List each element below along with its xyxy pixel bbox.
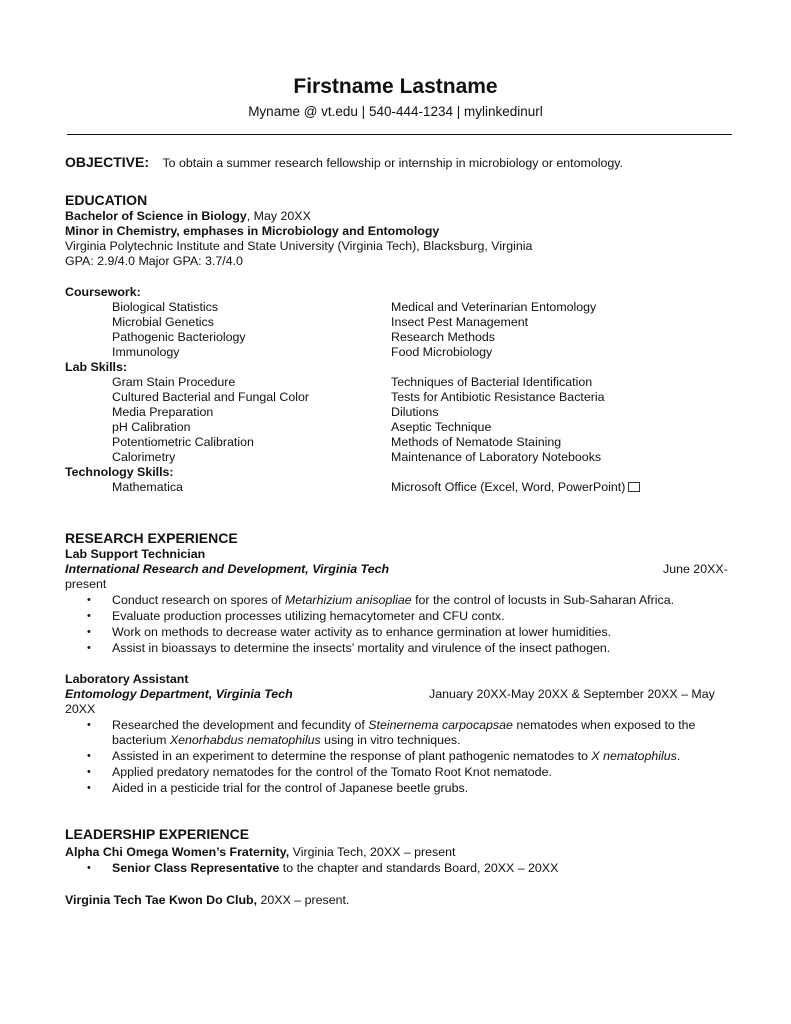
bullet-text: Evaluate production processes utilizing hemacytometer and CFU contx. — [112, 609, 505, 623]
leadership-org: Virginia Tech Tae Kwon Do Club, — [65, 893, 258, 907]
objective-text: To obtain a summer research fellowship or internship in microbiology or entomology. — [162, 156, 623, 170]
education-heading: EDUCATION — [65, 192, 148, 208]
leadership-role: Senior Class Representative — [112, 861, 280, 875]
lab-skill-item: Potentiometric Calibration — [112, 435, 254, 449]
leadership-org-line — [65, 893, 349, 908]
bullet-text — [112, 861, 558, 876]
coursework-right-list — [391, 300, 596, 360]
objective-row — [65, 155, 623, 171]
course-item: Medical and Veterinarian Entomology — [391, 300, 597, 314]
lab-skill-item: Aseptic Technique — [391, 420, 492, 434]
coursework-left-list — [112, 300, 246, 360]
leadership-org-line — [65, 845, 455, 860]
course-item: Immunology — [112, 345, 180, 359]
bullet-text — [112, 718, 695, 733]
bullet-text-part: using in vitro techniques. — [320, 733, 461, 747]
degree-title: Bachelor of Science in Biology — [65, 209, 247, 223]
bullet-icon: • — [87, 626, 91, 638]
lab-skill-item: Dilutions — [391, 405, 439, 419]
lab-skills-right-list — [391, 375, 605, 465]
job-organization: Entomology Department, Virginia Tech — [65, 687, 293, 701]
bullet-icon: • — [87, 610, 91, 622]
course-item: Microbial Genetics — [112, 315, 214, 329]
school-line: Virginia Polytechnic Institute and State University (Virginia Tech), Blacksburg, Virginia — [65, 239, 533, 253]
bullet-text: Work on methods to decrease water activity as to enhance germination at lower humidities. — [112, 625, 612, 639]
bullet-icon: • — [87, 766, 91, 778]
lab-skill-item: Methods of Nematode Staining — [391, 435, 562, 449]
degree-date: , May 20XX — [246, 209, 311, 223]
lab-skill-item: Techniques of Bacterial Identification — [391, 375, 593, 389]
bullet-text-continued — [112, 733, 461, 748]
resume-name: Firstname Lastname — [293, 75, 498, 98]
lab-skill-item: Tests for Antibiotic Resistance Bacteria — [391, 390, 605, 404]
tech-skills-label: Technology Skills: — [65, 465, 174, 479]
bullet-text-italic: Xenorhabdus nematophilus — [169, 733, 321, 747]
job-title: Lab Support Technician — [65, 547, 206, 561]
leadership-org-detail: Virginia Tech, 20XX – present — [289, 845, 456, 859]
bullet-text-part: bacterium — [112, 733, 170, 747]
job-title: Laboratory Assistant — [65, 672, 189, 686]
lab-skill-item: Media Preparation — [112, 405, 214, 419]
job-organization: International Research and Development, Virginia Tech — [65, 562, 390, 576]
bullet-icon: • — [87, 594, 91, 606]
lab-skill-item: Gram Stain Procedure — [112, 375, 236, 389]
research-heading: RESEARCH EXPERIENCE — [65, 530, 238, 546]
bullet-text-part: nematodes when exposed to the — [512, 718, 696, 732]
lab-skill-item: Cultured Bacterial and Fungal Color — [112, 390, 309, 404]
leadership-org: Alpha Chi Omega Women’s Fraternity, — [65, 845, 290, 859]
header-divider — [67, 134, 732, 135]
bullet-text — [112, 593, 674, 608]
leadership-heading: LEADERSHIP EXPERIENCE — [65, 826, 250, 842]
lab-skill-item: Calorimetry — [112, 450, 176, 464]
contact-line: Myname @ vt.edu | 540-444-1234 | mylinkedinurl — [248, 104, 543, 119]
bullet-text: Aided in a pesticide trial for the control of Japanese beetle grubs. — [112, 781, 469, 795]
lab-skill-item: Maintenance of Laboratory Notebooks — [391, 450, 602, 464]
course-item: Insect Pest Management — [391, 315, 529, 329]
lab-skills-label: Lab Skills: — [65, 360, 127, 374]
leadership-role-detail: to the chapter and standards Board, 20XX – 20XX — [279, 861, 559, 875]
lab-skill-item: pH Calibration — [112, 420, 191, 434]
bullet-text-part: . — [676, 749, 681, 763]
bullet-text: Assist in bioassays to determine the insects’ mortality and virulence of the insect pathogen. — [112, 641, 611, 655]
bullet-text-part: for the control of locusts in Sub-Saharan Africa. — [411, 593, 675, 607]
course-item: Research Methods — [391, 330, 495, 344]
bullet-icon: • — [87, 782, 91, 794]
bullet-text-italic: Steinernema carpocapsae — [368, 718, 513, 732]
tech-skill-left: Mathematica — [112, 480, 183, 494]
course-item: Pathogenic Bacteriology — [112, 330, 246, 344]
objective-label: OBJECTIVE: — [65, 154, 150, 170]
placeholder-glyph-icon — [628, 482, 640, 492]
bullet-icon: • — [87, 642, 91, 654]
job-date-continued: present — [65, 577, 107, 591]
job-date-continued: 20XX — [65, 702, 96, 716]
bullet-icon: • — [87, 719, 91, 731]
leadership-org-detail: 20XX – present. — [257, 893, 350, 907]
job-date: January 20XX-May 20XX & September 20XX – May — [429, 687, 715, 701]
bullet-text: Applied predatory nematodes for the control of the Tomato Root Knot nematode. — [112, 765, 552, 779]
course-item: Biological Statistics — [112, 300, 219, 314]
degree-line — [65, 209, 311, 224]
bullet-text-part: Assisted in an experiment to determine the response of plant pathogenic nematodes to — [112, 749, 592, 763]
job-date: June 20XX- — [663, 562, 728, 576]
bullet-text-part: Researched the development and fecundity of — [112, 718, 369, 732]
bullet-icon: • — [87, 750, 91, 762]
bullet-text-italic: X nematophilus — [591, 749, 677, 763]
tech-skill-right-row — [391, 480, 640, 495]
bullet-text-part: Conduct research on spores of — [112, 593, 285, 607]
tech-skill-right: Microsoft Office (Excel, Word, PowerPoint) — [391, 480, 626, 494]
gpa-line: GPA: 2.9/4.0 Major GPA: 3.7/4.0 — [65, 254, 243, 268]
bullet-text-italic: Metarhizium anisopliae — [284, 593, 412, 607]
course-item: Food Microbiology — [391, 345, 493, 359]
bullet-text — [112, 749, 680, 764]
minor-line: Minor in Chemistry, emphases in Microbiology and Entomology — [65, 224, 440, 238]
coursework-label: Coursework: — [65, 285, 141, 299]
lab-skills-left-list — [112, 375, 309, 465]
bullet-icon: • — [87, 862, 91, 874]
